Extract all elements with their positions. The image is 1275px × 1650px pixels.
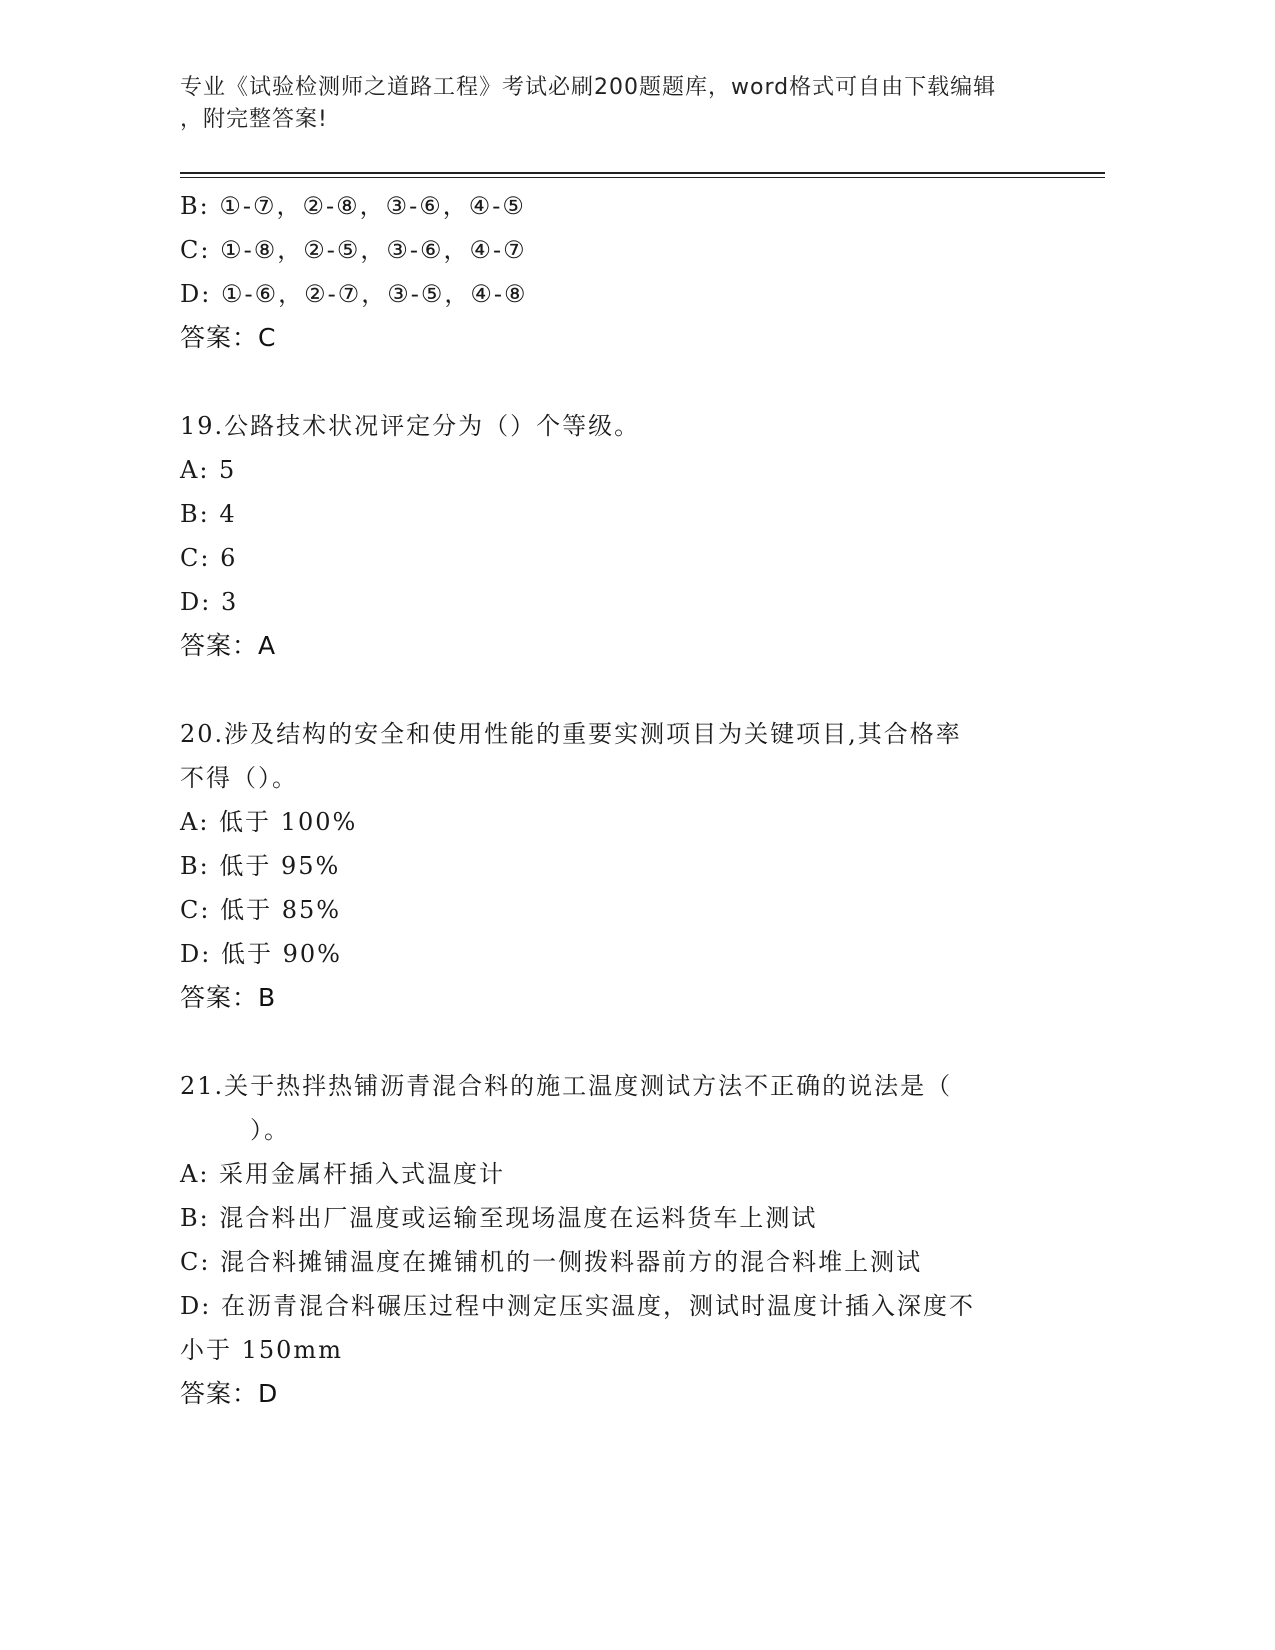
header-title-line-2: ，附完整答案! (180, 107, 328, 132)
option-b: B: 4 (180, 500, 237, 528)
option-b: B: ①-⑦，②-⑧，③-⑥，④-⑤ (180, 192, 526, 220)
spacer (180, 668, 1050, 712)
question-21 (180, 1064, 1050, 1416)
option-d-line-2: 小于 150mm (180, 1336, 343, 1364)
option-c: C: 混合料摊铺温度在摊铺机的一侧拨料器前方的混合料堆上测试 (180, 1248, 923, 1276)
question-stem-line-1: 20.涉及结构的安全和使用性能的重要实测项目为关键项目,其合格率 (180, 720, 962, 748)
header-rule-thin (180, 177, 1105, 178)
question-19 (180, 404, 1050, 668)
option-c: C: ①-⑧，②-⑤，③-⑥，④-⑦ (180, 236, 527, 264)
question-20 (180, 712, 1050, 1020)
option-d-line-1: D: 在沥青混合料碾压过程中测定压实温度，测试时温度计插入深度不 (180, 1292, 975, 1320)
option-b: B: 低于 95% (180, 852, 341, 880)
answer: 答案：A (180, 631, 277, 660)
option-a: A: 采用金属杆插入式温度计 (180, 1160, 506, 1188)
document-body (180, 184, 1050, 1416)
option-c: C: 低于 85% (180, 896, 342, 924)
spacer (180, 360, 1050, 404)
header-rule-thick (180, 172, 1105, 174)
option-b: B: 混合料出厂温度或运输至现场温度在运料货车上测试 (180, 1204, 818, 1232)
option-a: A: 低于 100% (180, 808, 358, 836)
option-c: C: 6 (180, 544, 238, 572)
option-d: D: ①-⑥，②-⑦，③-⑤，④-⑧ (180, 280, 528, 308)
question-18 (180, 184, 1050, 360)
question-stem: 19.公路技术状况评定分为（）个等级。 (180, 412, 641, 440)
option-d: D: 低于 90% (180, 940, 342, 968)
header-title-line-1: 专业《试验检测师之道路工程》考试必刷200题题库，word格式可自由下载编辑 (180, 75, 997, 100)
question-stem-line-2: ）。 (250, 1116, 290, 1144)
option-a: A: 5 (180, 456, 237, 484)
answer: 答案：D (180, 1379, 279, 1408)
spacer (180, 1020, 1050, 1064)
question-stem-line-2: 不得（）。 (180, 764, 298, 792)
document-header (180, 72, 1040, 136)
question-stem-line-1: 21.关于热拌热铺沥青混合料的施工温度测试方法不正确的说法是（ (180, 1072, 953, 1100)
option-d: D: 3 (180, 588, 239, 616)
answer: 答案：C (180, 323, 277, 352)
answer: 答案：B (180, 983, 277, 1012)
